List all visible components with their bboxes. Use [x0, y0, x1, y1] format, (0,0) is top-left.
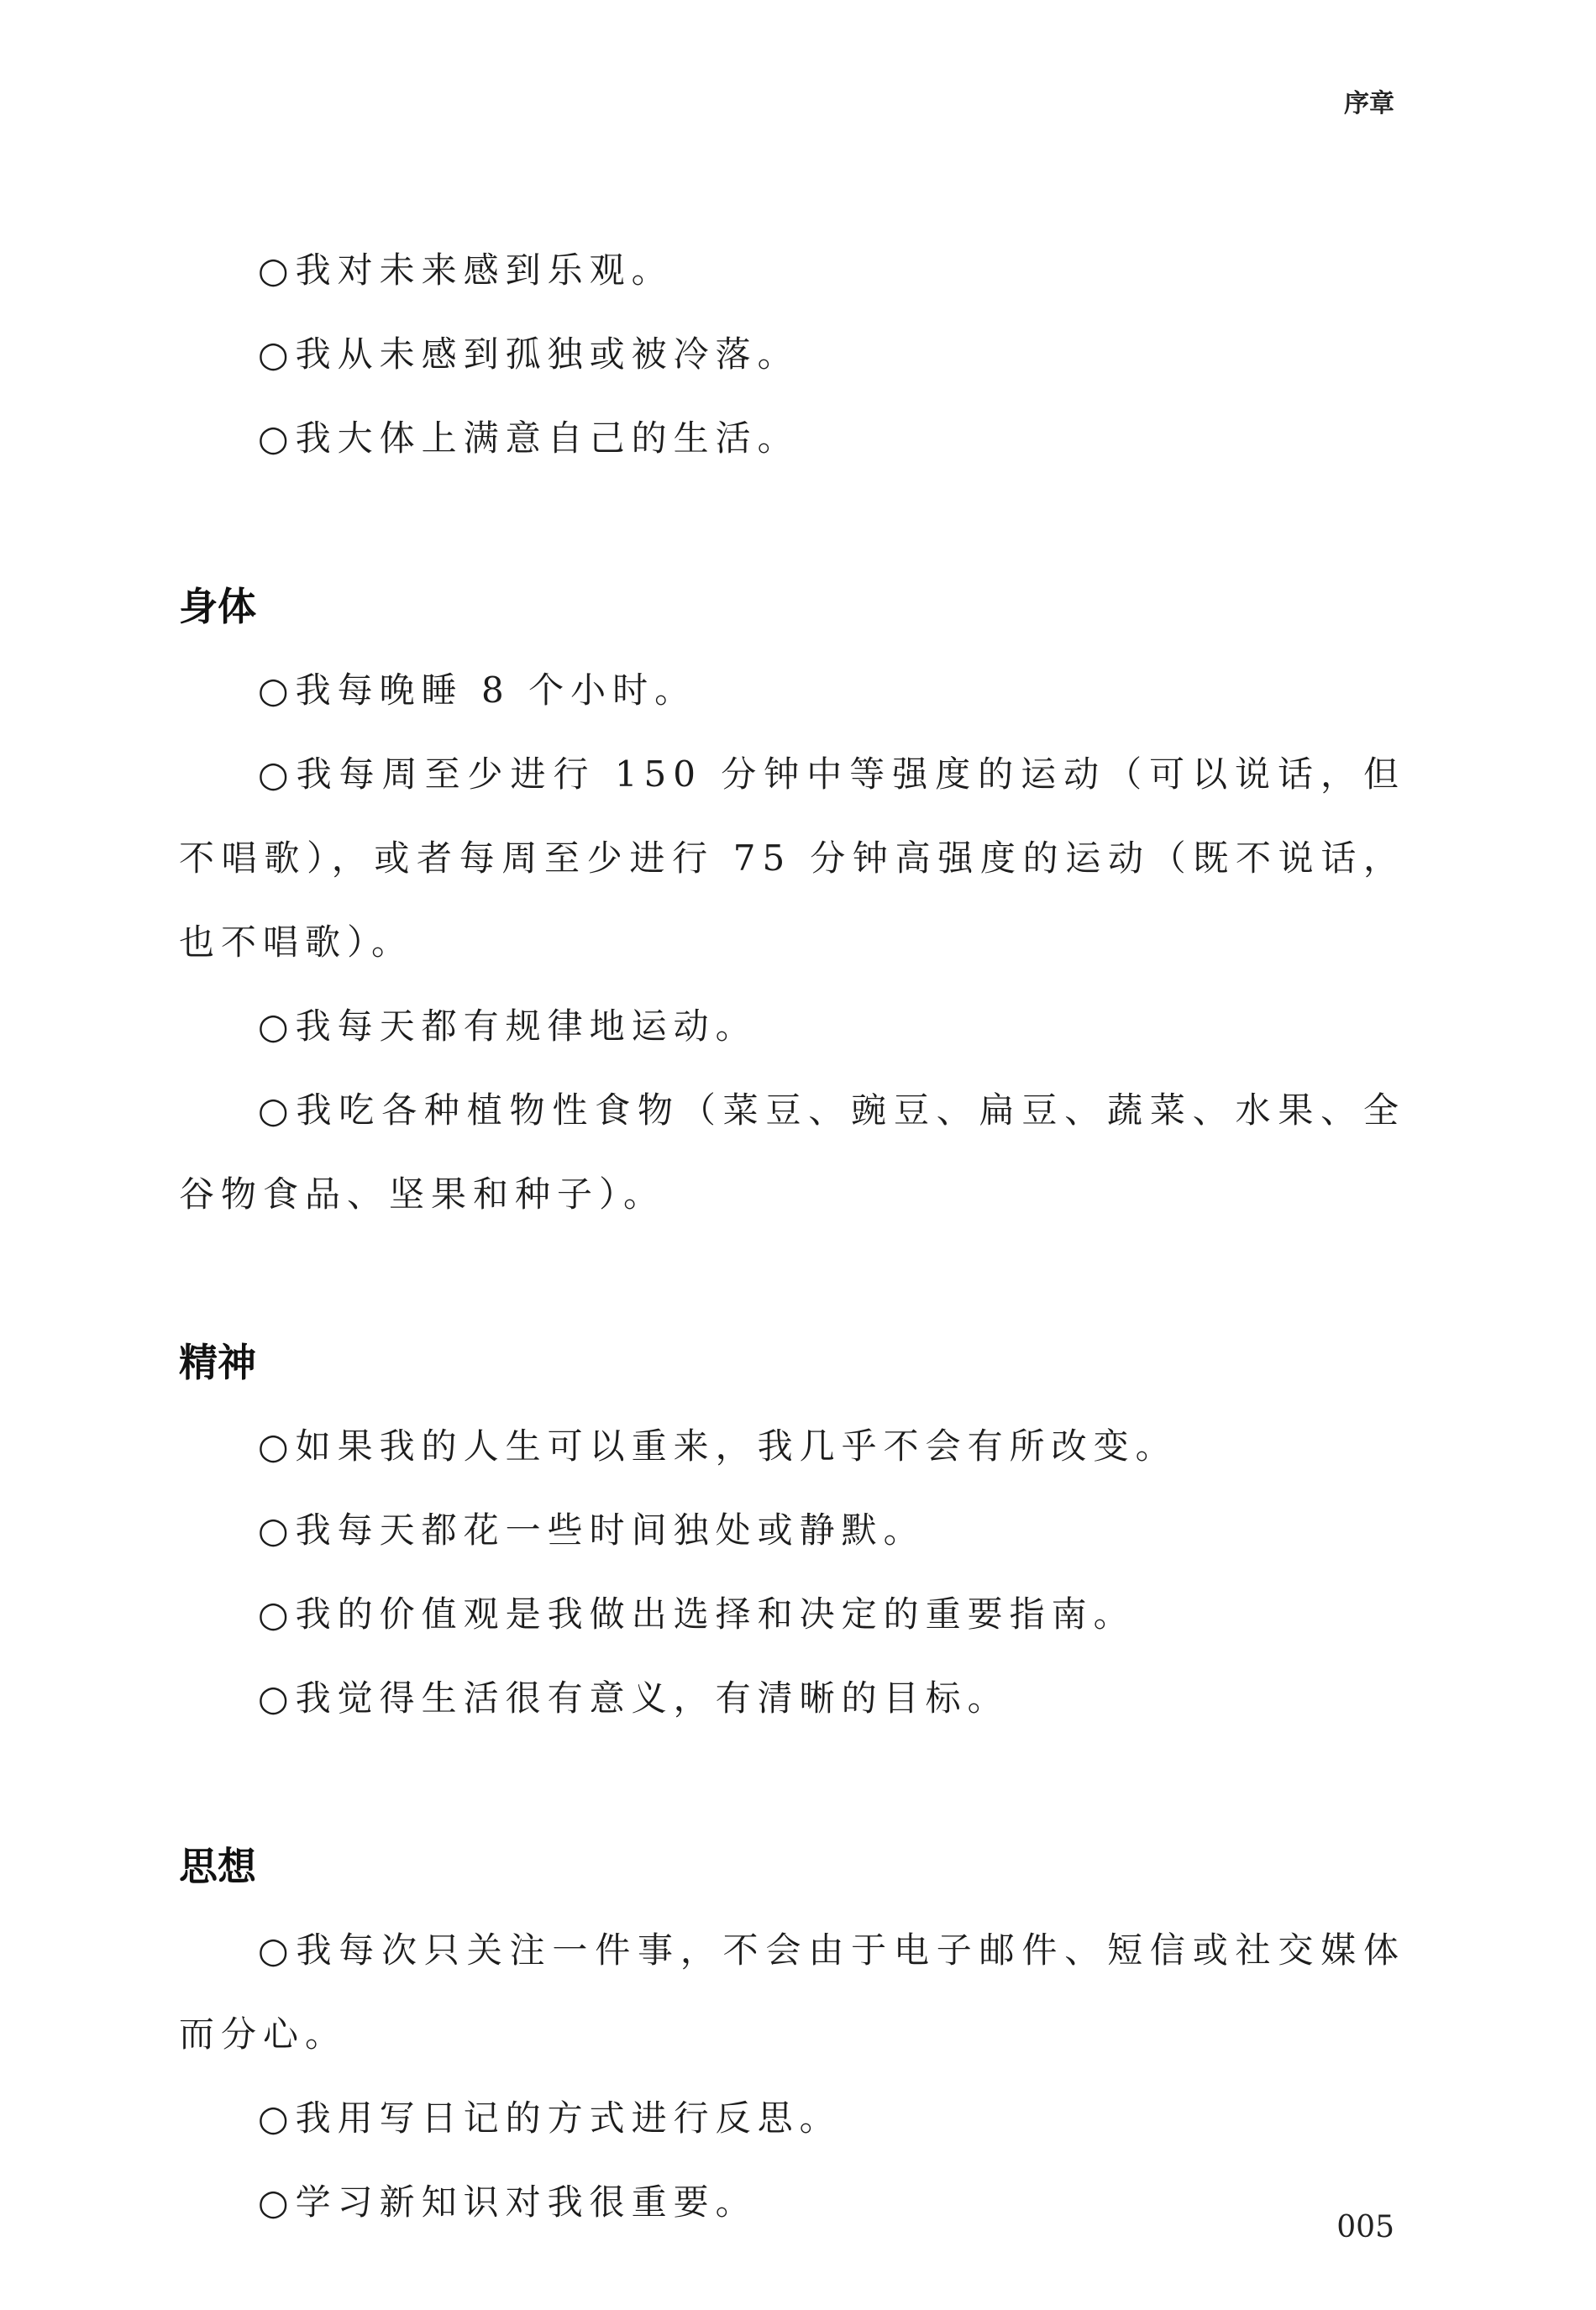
section-title-mind: 思想 — [179, 1844, 256, 1889]
checklist-item: ○我每周至少进行 150 分钟中等强度的运动（可以说话，但不唱歌），或者每周至少进行 75 分钟高强度的运动（既不说话，也不唱歌）。 — [179, 753, 1405, 963]
chapter-header: 序章 — [1344, 89, 1394, 118]
section-title-spirit: 精神 — [179, 1340, 256, 1385]
page-number: 005 — [1336, 2210, 1394, 2244]
page-content — [179, 228, 1405, 2244]
checklist-item: ○我每晚睡 8 个小时。 — [258, 669, 697, 711]
checklist-item: ○我从未感到孤独或被冷落。 — [258, 333, 800, 375]
checklist-item: ○我用写日记的方式进行反思。 — [258, 2097, 842, 2139]
section-title-body: 身体 — [179, 584, 256, 629]
checklist-item: ○如果我的人生可以重来，我几乎不会有所改变。 — [258, 1425, 1178, 1467]
checklist-item: ○我每天都有规律地运动。 — [258, 1005, 758, 1047]
checklist-item: ○我的价值观是我做出选择和决定的重要指南。 — [258, 1593, 1136, 1635]
checklist-item: ○我每次只关注一件事，不会由于电子邮件、短信或社交媒体而分心。 — [179, 1929, 1405, 2055]
checklist-item: ○我大体上满意自己的生活。 — [258, 417, 800, 459]
checklist-item: ○我吃各种植物性食物（菜豆、豌豆、扁豆、蔬菜、水果、全谷物食品、坚果和种子）。 — [179, 1089, 1405, 1215]
checklist-item: ○我每天都花一些时间独处或静默。 — [258, 1509, 926, 1551]
checklist-item: ○我对未来感到乐观。 — [258, 249, 674, 291]
checklist-item: ○学习新知识对我很重要。 — [258, 2181, 758, 2223]
checklist-item: ○我觉得生活很有意义，有清晰的目标。 — [258, 1677, 1010, 1719]
